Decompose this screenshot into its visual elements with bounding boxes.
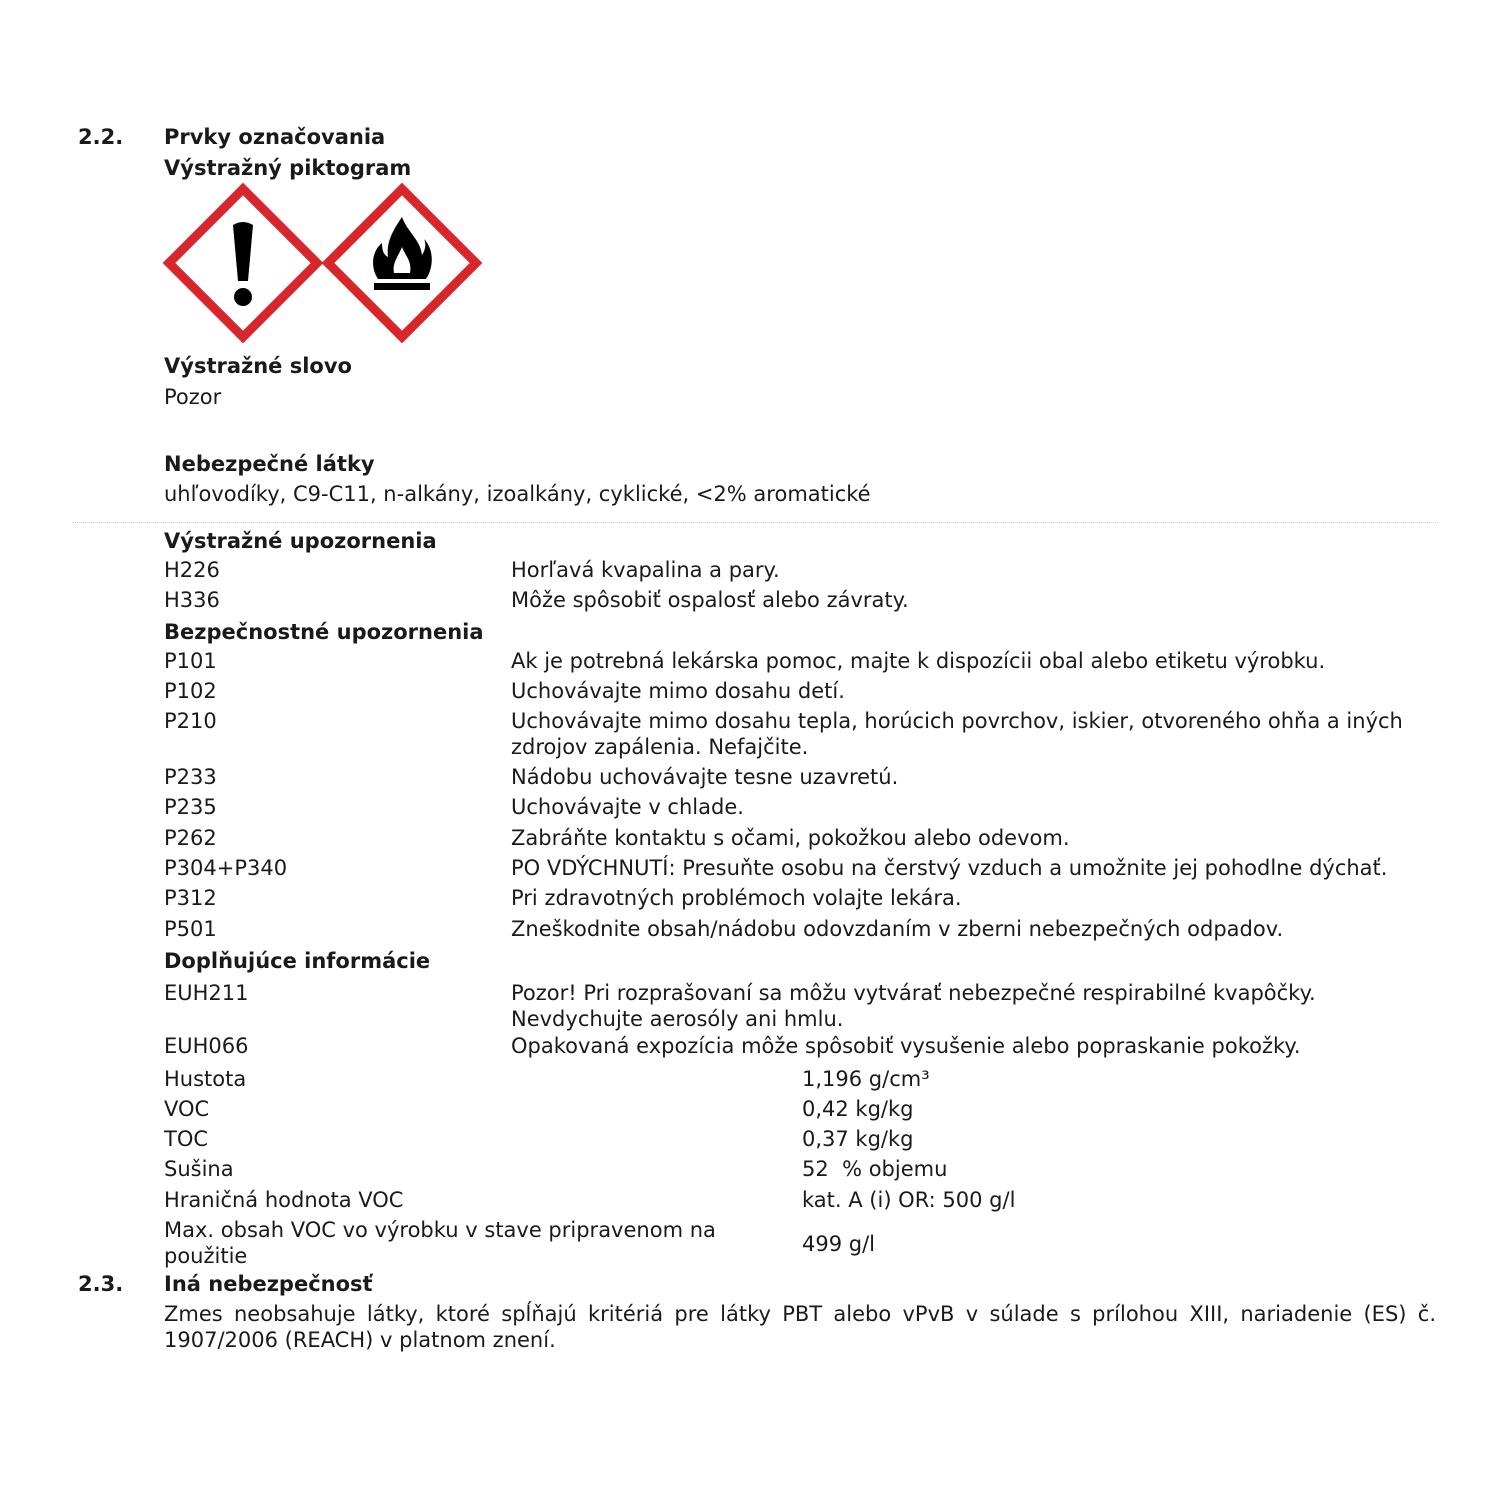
statement-code: P210 bbox=[164, 709, 217, 733]
supplementary-heading: Doplňujúce informácie bbox=[164, 949, 431, 973]
property-label: Sušina bbox=[164, 1157, 234, 1181]
property-value: 0,37 kg/kg bbox=[802, 1127, 914, 1151]
statement-text: Ak je potrebná lekárska pomoc, majte k dispozícii obal alebo etiketu výrobku. bbox=[511, 649, 1326, 673]
statement-text: Zneškodnite obsah/nádobu odovzdaním v zberni nebezpečných odpadov. bbox=[511, 917, 1284, 941]
dotted-separator bbox=[72, 522, 1438, 523]
hazardous-heading: Nebezpečné látky bbox=[164, 452, 375, 476]
property-label: Hraničná hodnota VOC bbox=[164, 1188, 404, 1212]
section-number: 2.3. bbox=[78, 1272, 124, 1296]
statement-code: H226 bbox=[164, 558, 220, 582]
statement-text: Uchovávajte mimo dosahu detí. bbox=[511, 679, 845, 703]
signal-word-heading: Výstražné slovo bbox=[164, 354, 352, 378]
statement-code: P262 bbox=[164, 826, 217, 850]
statement-code: P235 bbox=[164, 795, 217, 819]
property-value: kat. A (i) OR: 500 g/l bbox=[802, 1188, 1016, 1212]
statement-code: EUH211 bbox=[164, 981, 249, 1005]
statement-code: P312 bbox=[164, 886, 217, 910]
section-title: Iná nebezpečnosť bbox=[164, 1272, 373, 1296]
statement-text: Pozor! Pri rozprašovaní sa môžu vytvárať nebezpečné respirabilné kvapôčky. Nevdychujte aerosóly ani hmlu. bbox=[511, 981, 1316, 1031]
hazardous-text: uhľovodíky, C9-C11, n-alkány, izoalkány, cyklické, <2% aromatické bbox=[164, 482, 871, 506]
statement-code: P501 bbox=[164, 917, 217, 941]
statement-code: P233 bbox=[164, 765, 217, 789]
section-number: 2.2. bbox=[78, 125, 124, 149]
property-value: 1,196 g/cm³ bbox=[802, 1067, 930, 1091]
statement-text: Zabráňte kontaktu s očami, pokožkou alebo odevom. bbox=[511, 826, 1070, 850]
precaution-heading: Bezpečnostné upozornenia bbox=[164, 620, 484, 644]
flame-icon bbox=[322, 183, 482, 343]
hazard-heading: Výstražné upozornenia bbox=[164, 529, 437, 553]
statement-code: EUH066 bbox=[164, 1034, 249, 1058]
statement-text: Pri zdravotných problémoch volajte lekára. bbox=[511, 886, 962, 910]
statement-text: Uchovávajte v chlade. bbox=[511, 795, 744, 819]
property-value: 499 g/l bbox=[802, 1232, 875, 1256]
property-label: Hustota bbox=[164, 1067, 247, 1091]
pictogram-heading: Výstražný piktogram bbox=[164, 156, 412, 180]
statement-text: Horľavá kvapalina a pary. bbox=[511, 558, 780, 582]
statement-text: PO VDÝCHNUTÍ: Presuňte osobu na čerstvý vzduch a umožnite jej pohodlne dýchať. bbox=[511, 856, 1388, 880]
statement-code: H336 bbox=[164, 588, 220, 612]
section-title: Prvky označovania bbox=[164, 125, 386, 149]
property-label: Max. obsah VOC vo výrobku v stave pripravenom na použitie bbox=[164, 1218, 716, 1268]
property-value: 0,42 kg/kg bbox=[802, 1097, 914, 1121]
statement-text: Opakovaná expozícia môže spôsobiť vysušenie alebo popraskanie pokožky. bbox=[511, 1034, 1301, 1058]
signal-word: Pozor bbox=[164, 385, 222, 409]
property-value: 52 % objemu bbox=[802, 1157, 948, 1181]
property-label: VOC bbox=[164, 1097, 210, 1121]
statement-code: P101 bbox=[164, 649, 217, 673]
statement-text: Nádobu uchovávajte tesne uzavretú. bbox=[511, 765, 899, 789]
statement-text: Uchovávajte mimo dosahu tepla, horúcich povrchov, iskier, otvoreného ohňa a iných zdrojov zapálenia. Nefajčite. bbox=[511, 709, 1403, 759]
exclamation-mark-icon bbox=[163, 183, 323, 343]
statement-code: P102 bbox=[164, 679, 217, 703]
section-text: Zmes neobsahuje látky, ktoré spĺňajú kritériá pre látky PBT alebo vPvB v súlade s prílohou XIII, nariadenie (ES) č. 1907/2006 (REACH) v platnom znení. bbox=[164, 1302, 1436, 1352]
statement-text: Môže spôsobiť ospalosť alebo závraty. bbox=[511, 588, 909, 612]
property-label: TOC bbox=[164, 1127, 209, 1151]
statement-code: P304+P340 bbox=[164, 856, 288, 880]
